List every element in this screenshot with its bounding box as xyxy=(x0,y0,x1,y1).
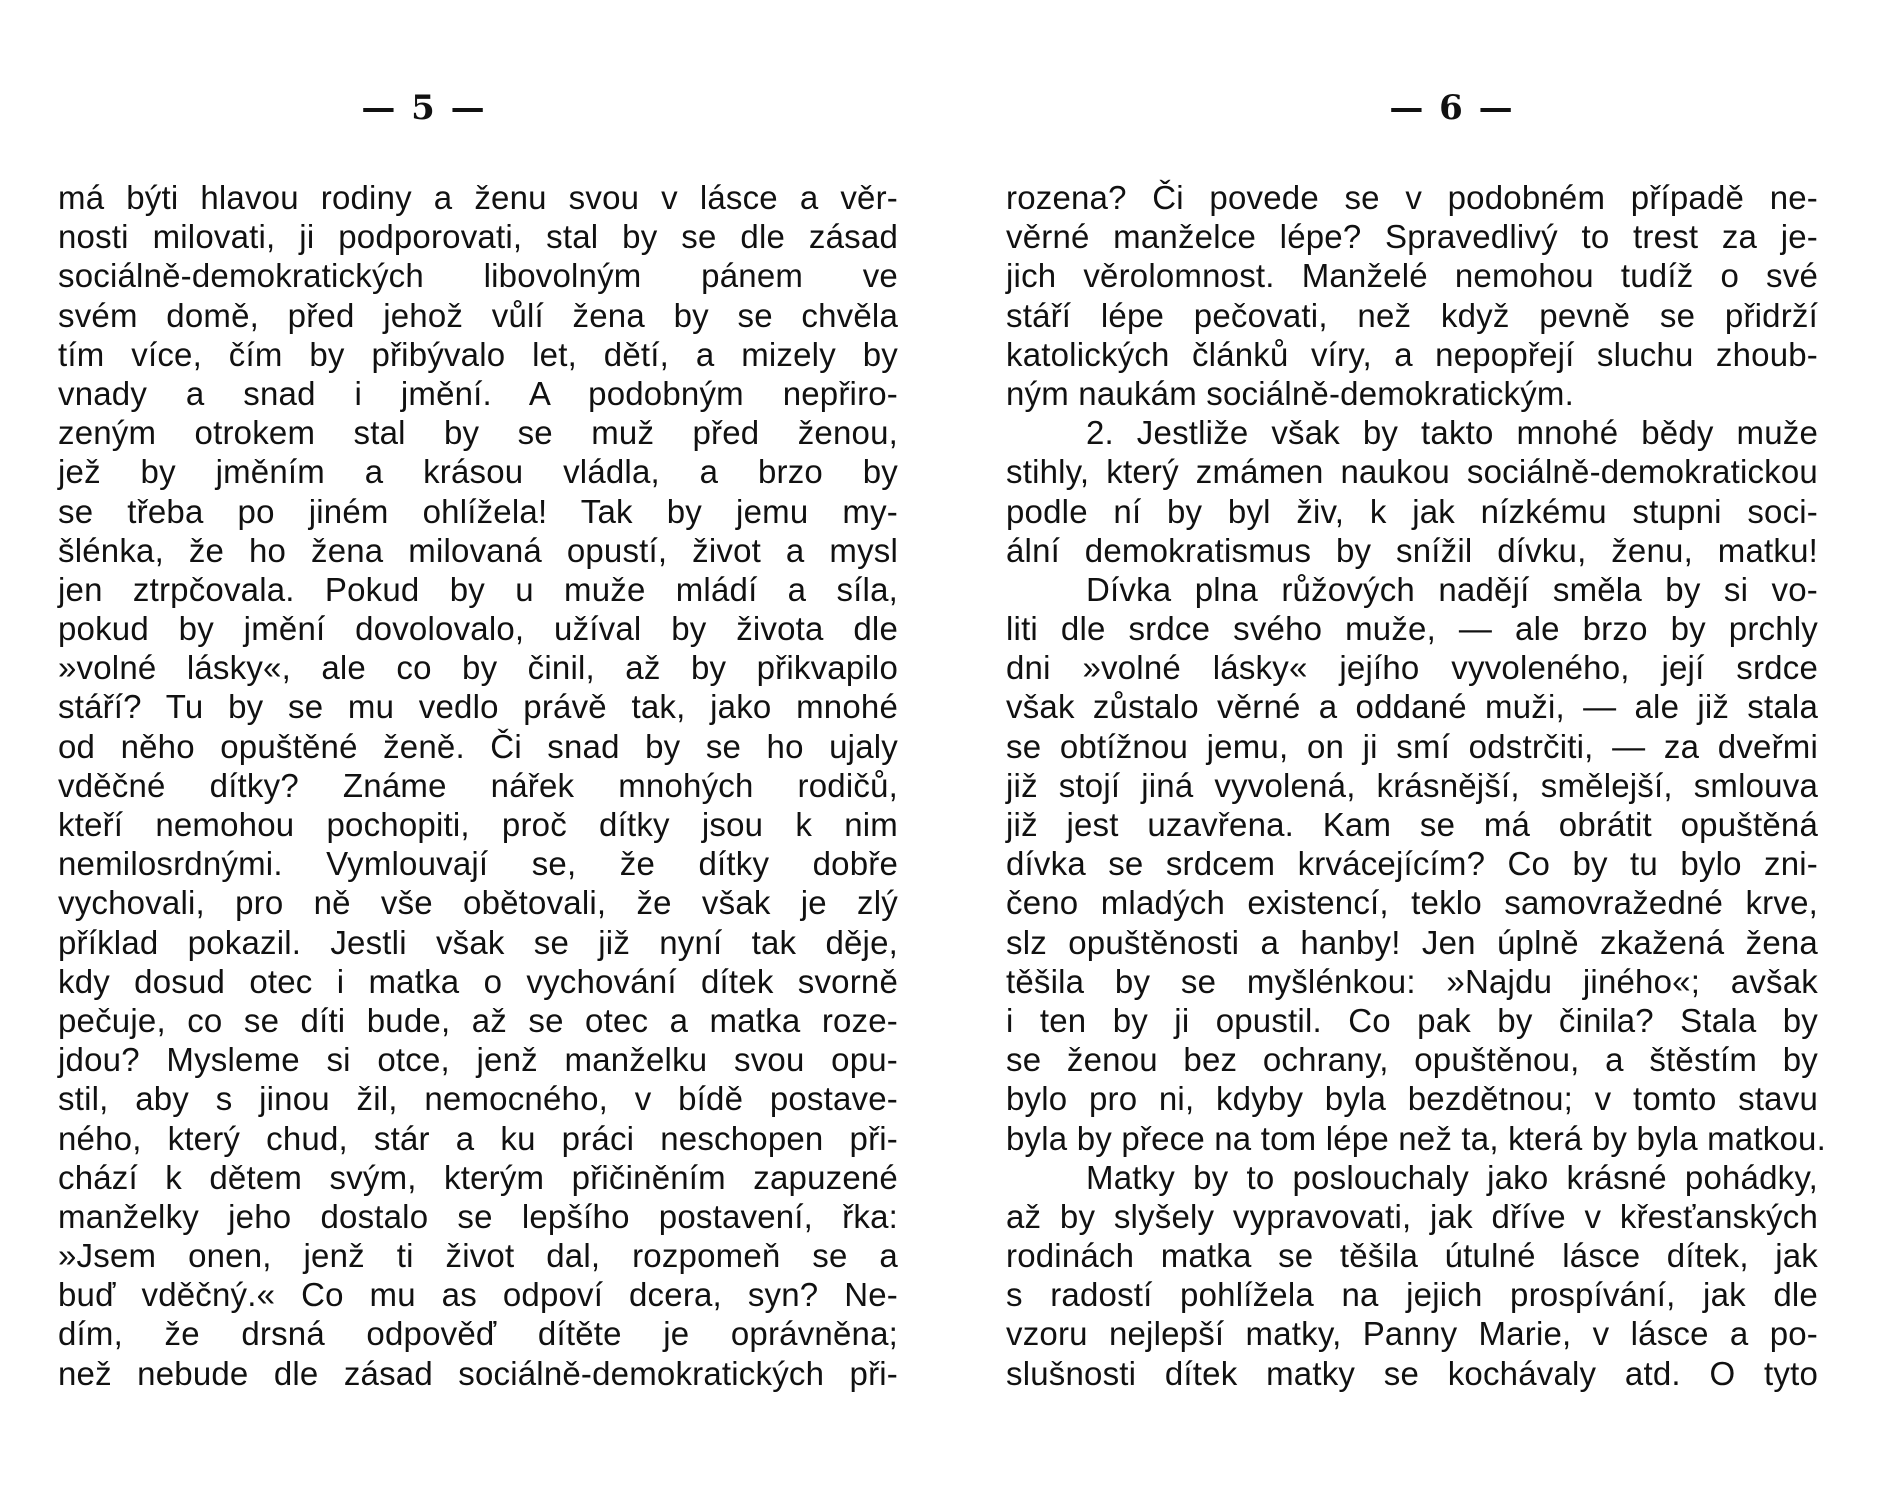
text-line: chází k dětem svým, kterým přičiněním zapuzené xyxy=(58,1158,898,1196)
text-line: i ten by ji opustil. Co pak by činila? Stala by xyxy=(1006,1001,1818,1039)
text-line: vděčné dítky? Známe nářek mnohých rodičů, xyxy=(58,766,898,804)
text-line: jich věrolomnost. Manželé nemohou tudíž o své xyxy=(1006,257,1818,295)
text-line: stihly, který zmámen naukou sociálně-demokratickou xyxy=(1006,453,1818,491)
text-line: zeným otrokem stal by se muž před ženou, xyxy=(58,414,898,452)
text-line: pokud by jmění dovolovalo, užíval by života dle xyxy=(58,610,898,648)
text-line: liti dle srdce svého muže, — ale brzo by prchly xyxy=(1006,610,1818,648)
left-page-text xyxy=(58,178,898,1393)
text-line: příklad pokazil. Jestli však se již nyní tak děje, xyxy=(58,923,898,961)
text-line: ným naukám sociálně-demokratickým. xyxy=(1006,374,1574,412)
text-line: tím více, čím by přibývalo let, dětí, a mizely by xyxy=(58,335,898,373)
text-line: s radostí pohlížela na jejich prospívání, jak dle xyxy=(1006,1276,1818,1314)
text-line: již stojí jiná vyvolená, krásnější, smělejší, smlouva xyxy=(1006,766,1818,804)
text-line: však zůstalo věrné a oddané muži, — ale již stala xyxy=(1006,688,1818,726)
text-line: podle ní by byl živ, k jak nízkému stupni soci- xyxy=(1006,492,1818,530)
text-line: Dívka plna růžových nadějí směla by si vo- xyxy=(1086,570,1818,608)
text-line: manželky jeho dostalo se lepšího postavení, řka: xyxy=(58,1197,898,1235)
page-number-left: — 5 — xyxy=(361,88,487,128)
text-line: katolických článků víry, a nepopřejí sluchu zhoub- xyxy=(1006,335,1818,373)
text-line: jdou? Mysleme si otce, jenž manželku svou opu- xyxy=(58,1041,898,1079)
text-line: 2. Jestliže však by takto mnohé bědy muže xyxy=(1086,414,1818,452)
right-page-text xyxy=(1006,178,1826,1393)
text-line: má býti hlavou rodiny a ženu svou v lásce a věr- xyxy=(58,179,898,216)
text-line: než nebude dle zásad sociálně-demokratických při- xyxy=(58,1354,898,1392)
text-line: »volné lásky«, ale co by činil, až by přikvapilo xyxy=(58,649,898,687)
page-number-right: — 6 — xyxy=(1389,88,1515,128)
text-line: slz opuštěnosti a hanby! Jen úplně zkažená žena xyxy=(1006,923,1818,961)
text-line: svém domě, před jehož vůlí žena by se chvěla xyxy=(58,296,898,334)
text-line: buď vděčný.« Co mu as odpoví dcera, syn? Ne- xyxy=(58,1276,898,1314)
text-line: jen ztrpčovala. Pokud by u muže mládí a síla, xyxy=(58,570,898,608)
text-line: vnady a snad i jmění. A podobným nepřiro- xyxy=(58,374,898,412)
text-line: slušnosti dítek matky se kochávaly atd. O tyto xyxy=(1006,1354,1818,1392)
text-line: se obtížnou jemu, on ji smí odstrčiti, — za dveřmi xyxy=(1006,727,1818,765)
text-line: těšila by se myšlénkou: »Najdu jiného«; avšak xyxy=(1006,962,1818,1000)
text-line: byla by přece na tom lépe než ta, která by byla matkou. xyxy=(1006,1119,1826,1157)
text-line: dím, že drsná odpověď dítěte je oprávněna; xyxy=(58,1315,898,1353)
text-line: čeno mladých existencí, teklo samovražedné krve, xyxy=(1006,884,1818,922)
text-line: rodinách matka se těšila útulné lásce dítek, jak xyxy=(1006,1237,1818,1275)
text-line: Matky by to poslouchaly jako krásné pohádky, xyxy=(1086,1158,1818,1196)
text-line: již jest uzavřena. Kam se má obrátit opuštěná xyxy=(1006,806,1818,843)
text-line: stáří? Tu by se mu vedlo právě tak, jako mnohé xyxy=(58,688,898,726)
text-line: pečuje, co se díti bude, až se otec a matka roze- xyxy=(58,1001,898,1039)
text-line: dívka se srdcem krvácejícím? Co by tu bylo zni- xyxy=(1006,845,1818,883)
text-line: až by slyšely vypravovati, jak dříve v křesťanských xyxy=(1006,1197,1818,1235)
text-line: od něho opuštěné ženě. Či snad by se ho ujaly xyxy=(58,727,898,765)
text-line: vychovali, pro ně vše obětovali, že však je zlý xyxy=(58,884,898,922)
text-line: kteří nemohou pochopiti, proč dítky jsou k nim xyxy=(58,806,898,843)
text-line: věrné manželce lépe? Spravedlivý to trest za je- xyxy=(1006,218,1818,256)
text-line: sociálně-demokratických libovolným pánem ve xyxy=(58,257,898,295)
text-line: »Jsem onen, jenž ti život dal, rozpomeň se a xyxy=(58,1237,898,1275)
text-line: kdy dosud otec i matka o vychování dítek svorně xyxy=(58,962,898,1000)
text-line: ného, který chud, stár a ku práci neschopen při- xyxy=(58,1119,898,1157)
text-line: rozena? Či povede se v podobném případě ne- xyxy=(1006,179,1818,216)
text-line: stáří lépe pečovati, než když pevně se přidrží xyxy=(1006,296,1818,334)
text-line: šlénka, že ho žena milovaná opustí, život a mysl xyxy=(58,531,898,569)
text-line: ální demokratismus by snížil dívku, ženu, matku! xyxy=(1006,531,1818,569)
text-line: jež by jměním a krásou vládla, a brzo by xyxy=(58,453,898,491)
text-line: se ženou bez ochrany, opuštěnou, a štěstím by xyxy=(1006,1041,1818,1079)
text-line: nemilosrdnými. Vymlouvají se, že dítky dobře xyxy=(58,845,898,883)
text-line: vzoru nejlepší matky, Panny Marie, v lásce a po- xyxy=(1006,1315,1818,1353)
text-line: stil, aby s jinou žil, nemocného, v bídě postave- xyxy=(58,1080,898,1118)
text-line: bylo pro ni, kdyby byla bezdětnou; v tomto stavu xyxy=(1006,1080,1818,1118)
text-line: se třeba po jiném ohlížela! Tak by jemu my- xyxy=(58,492,898,530)
text-line: nosti milovati, ji podporovati, stal by se dle zásad xyxy=(58,218,898,256)
text-line: dni »volné lásky« jejího vyvoleného, její srdce xyxy=(1006,649,1818,687)
right-page xyxy=(948,0,1896,1500)
